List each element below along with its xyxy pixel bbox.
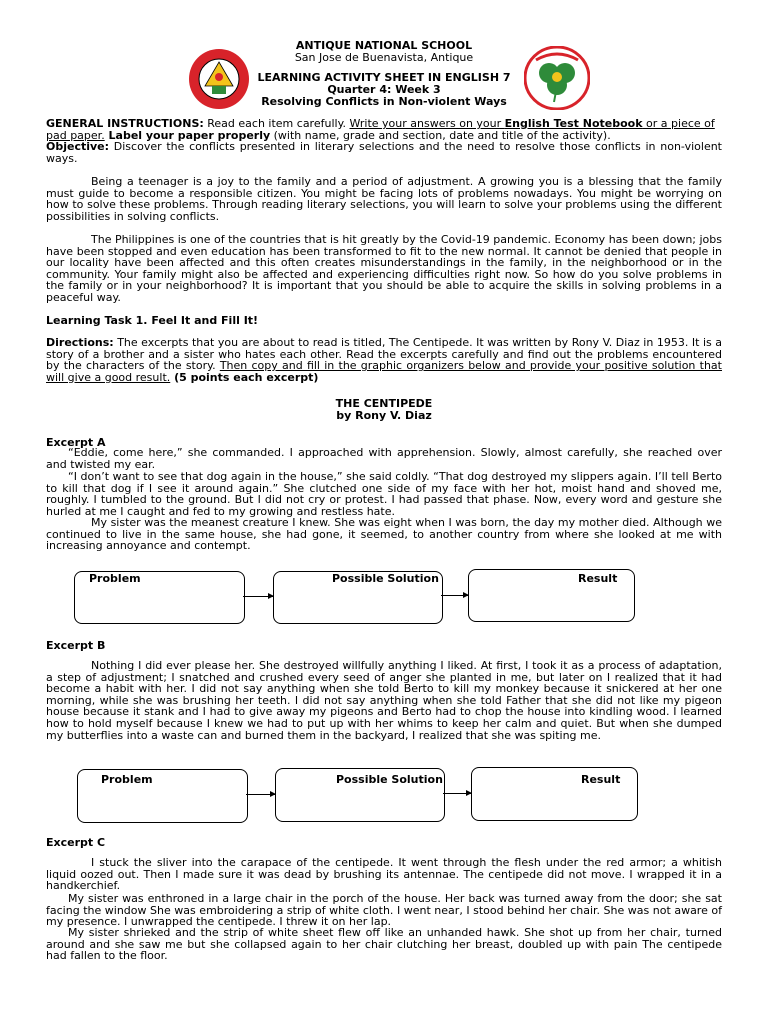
arrow-icon	[443, 793, 471, 794]
excerpt-a-paragraph: “Eddie, come here,” she commanded. I approached with apprehension. Slowly, almost carefully, she reached over and twisted my ear.	[46, 446, 722, 471]
solution-label: Possible Solution	[332, 572, 439, 585]
problem-label: Problem	[101, 773, 153, 786]
arrow-icon	[246, 794, 275, 795]
task-directions: Directions: The excerpts that you are about to read is titled, The Centipede. It was written by Rony V. Diaz in 1953. It is a story of a brother and a sister who hates each other. Read the excerpts carefully and find out the problems encountered by the characters of the story. Then copy and fill in the graphic organizers below and provide your positive solution that will give a good result. (5 points each excerpt)	[46, 336, 722, 384]
arrow-icon	[243, 596, 273, 597]
story-author: by Rony V. Diaz	[336, 409, 432, 422]
excerpt-c-label: Excerpt C	[46, 836, 106, 849]
excerpt-c-paragraph: My sister was enthroned in a large chair in the porch of the house. Her back was turned away from the door; she sat facing the window She was embroidering a strip of white cloth. I went near, I stood behind her chair. She was not aware of my presence. I unwrapped the centipede. I threw it on her lap.	[46, 892, 722, 929]
excerpt-a-paragraph: My sister was the meanest creature I knew. She was eight when I was born, the day my mother died. Although we continued to live in the same house, she had gone, it seemed, to another country from where she looked at me with increasing annoyance and contempt.	[46, 516, 722, 553]
sheet-title: LEARNING ACTIVITY SHEET IN ENGLISH 7	[257, 71, 511, 84]
excerpt-b-paragraph: Nothing I did ever please her. She destroyed willfully anything I liked. At first, I took it as a process of adaptation, a step of adjustment; I snatched and crushed every seed of anger she planted in me, but later on I realized that it had become a habit with her. I did not say anything when she told Berto to kill my monkey because it snickered at her one morning, while she was brushing her teeth. I did not say anything when she told Father that she did not like my pigeon house because it stank and I had to give away my pigeons and Berto had to chop the house into kindling wood. I learned how to hold myself because I knew we had to put up with her whims to keep her calm and quiet. But when she dumped my butterflies into a waste can and burned them in the backyard, I realized that she was spiting me.	[46, 659, 722, 742]
excerpt-b-label: Excerpt B	[46, 639, 106, 652]
intro-paragraph-1: Being a teenager is a joy to the family and a period of adjustment. A growing you is a blessing that the family must guide to become a responsible citizen. You might be facing lots of problems nowadays. You might be worrying on how to solve these problems. Through reading literary selections, you will learn to solve your problems using the different possibilities in solving conflicts.	[46, 175, 722, 223]
school-name: ANTIQUE NATIONAL SCHOOL	[295, 39, 473, 52]
result-label: Result	[578, 572, 618, 585]
lesson-topic: Resolving Conflicts in Non-violent Ways	[261, 95, 507, 108]
objective: Objective: Discover the conflicts presented in literary selections and the need to resolve those conflicts in non-violent ways.	[46, 140, 722, 165]
learning-task-title: Learning Task 1. Feel It and Fill It!	[46, 314, 259, 327]
excerpt-c-paragraph: I stuck the sliver into the carapace of the centipede. It went through the flesh under the red armor; a whitish liquid oozed out. Then I made sure it was dead by brushing its antennae. The centipede did not move. I wrapped it in a handkerchief.	[46, 856, 722, 893]
school-address: San Jose de Buenavista, Antique	[294, 51, 474, 64]
excerpt-c-paragraph: My sister shrieked and the strip of white sheet flew off like an unhanded hawk. She shot up from her chair, turned around and she saw me but she collapsed again to her chair clutching her breast, doubled up with pain The centipede had fallen to the floor.	[46, 926, 722, 963]
quarter-week: Quarter 4: Week 3	[327, 83, 441, 96]
excerpt-a-paragraph: “I don’t want to see that dog again in the house,” she said coldly. “That dog destroyed my slippers again. I’ll tell Berto to kill that dog if I see it around again.” She clutched one side of my face with her hot, moist hand and shoved me, roughly. I tumbled to the ground. But I did not cry or protest. I had passed that phase. Now, every word and gesture she hurled at me I caught and fed to my growing and restless hate.	[46, 470, 722, 518]
general-instructions: GENERAL INSTRUCTIONS: Read each item carefully. Write your answers on your English Test Notebook or a piece of pad paper. Label your paper properly (with name, grade and section, date and title of the activity).	[46, 117, 715, 142]
intro-paragraph-2: The Philippines is one of the countries that is hit greatly by the Covid-19 pandemic. Economy has been down; jobs have been stopped and even education has been transformed to fit to the new normal. It cannot be denied that people in our locality have been affected and this often creates misunderstandings in the family, in the neighborhood or in the community. Your family might also be affected and experiencing difficulties right now. So how do you solve problems in the family or in your neighborhood? It is important that you should be able to acquire the skills in solving problems in a peaceful way.	[46, 233, 723, 304]
solution-label: Possible Solution	[336, 773, 443, 786]
result-label: Result	[581, 773, 621, 786]
excerpt-a-label: Excerpt A	[46, 436, 106, 449]
arrow-icon	[441, 595, 468, 596]
story-title: THE CENTIPEDE	[335, 397, 433, 410]
problem-label: Problem	[89, 572, 141, 585]
